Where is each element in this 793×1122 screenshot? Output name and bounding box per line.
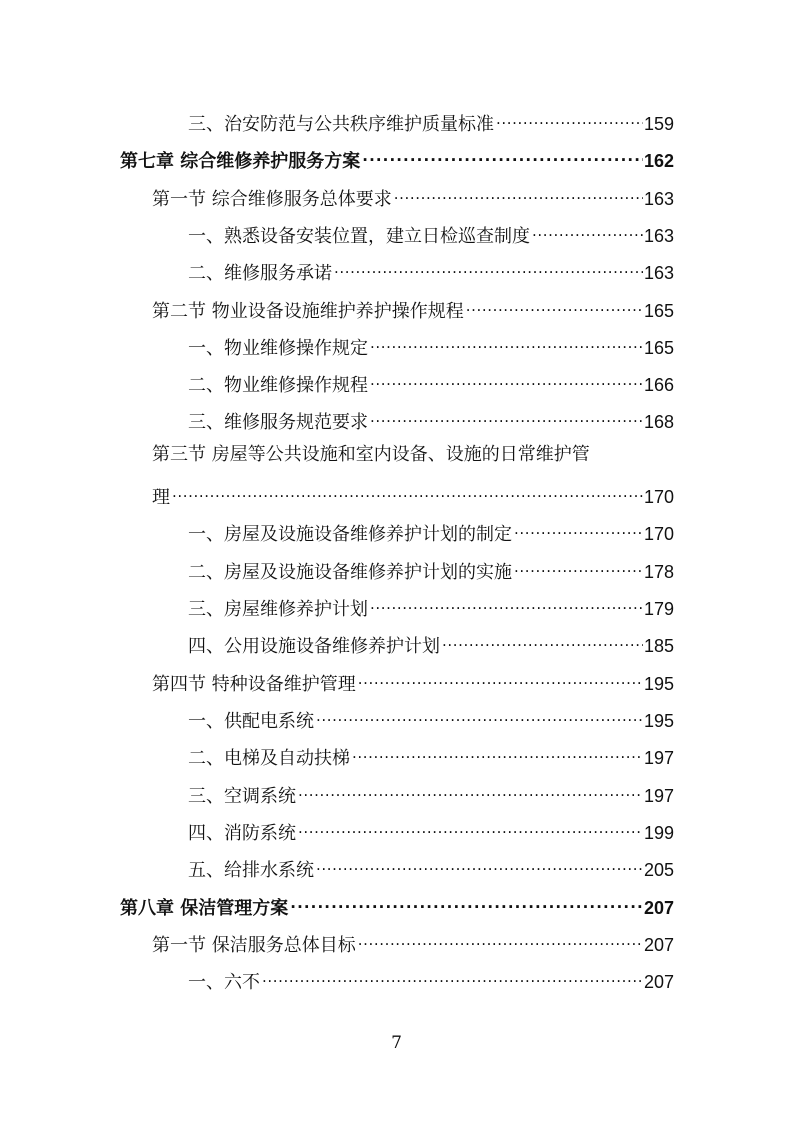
toc-entry-title: 第一节 综合维修服务总体要求 [152,189,392,210]
toc-entry-page: 159 [643,114,674,134]
toc-entry-page: 165 [643,338,674,358]
toc-entry-title: 第七章 综合维修养护服务方案 [120,151,361,172]
toc-leader-dots [370,593,643,615]
toc-entry-title: 四、公用设施设备维修养护计划 [188,636,440,657]
toc-section-entry[interactable] [152,295,674,323]
toc-leader-dots [514,556,643,578]
toc-entry-page: 207 [643,898,674,918]
toc-entry[interactable] [188,220,674,248]
toc-chapter-entry[interactable] [120,145,674,173]
toc-leader-dots [362,145,643,167]
toc-section-entry[interactable] [152,481,674,509]
toc-entry[interactable] [188,257,674,285]
toc-leader-dots [466,295,643,317]
toc-entry[interactable] [188,630,674,658]
toc-entry-page: 166 [643,375,674,395]
toc-entry-title: 三、维修服务规范要求 [188,412,368,433]
toc-section-entry[interactable] [152,929,674,957]
toc-entry-page: 170 [643,487,674,507]
toc-entry-title: 第八章 保洁管理方案 [120,898,289,919]
toc-entry-title: 一、物业维修操作规定 [188,338,368,359]
toc-entry-page: 168 [643,412,674,432]
toc-leader-dots [172,481,643,503]
toc-leader-dots [334,257,643,279]
toc-entry-title: 理 [152,487,170,508]
toc-entry-page: 178 [643,562,674,582]
toc-entry-page: 197 [643,786,674,806]
toc-entry-title: 一、熟悉设备安装位置，建立日检巡查制度 [188,226,530,247]
toc-entry-title: 第二节 物业设备设施维护养护操作规程 [152,301,464,322]
toc-leader-dots [358,929,643,951]
toc-entry-page: 207 [643,972,674,992]
toc-entry-page: 170 [643,524,674,544]
toc-entry[interactable] [188,518,674,546]
toc-leader-dots [370,332,643,354]
toc-section-title-line1[interactable]: 第三节 房屋等公共设施和室内设备、设施的日常维护管 [152,444,590,465]
toc-entry-page: 199 [643,823,674,843]
toc-leader-dots [496,108,643,130]
toc-entry-title: 二、电梯及自动扶梯 [188,748,350,769]
toc-leader-dots [316,705,643,727]
toc-entry[interactable] [188,742,674,770]
toc-chapter-entry[interactable] [120,892,674,920]
toc-leader-dots [532,220,643,242]
toc-leader-dots [394,183,643,205]
toc-entry-page: 197 [643,748,674,768]
toc-entry[interactable] [188,780,674,808]
toc-entry-title: 四、消防系统 [188,823,296,844]
toc-entry[interactable] [188,332,674,360]
toc-entry[interactable] [188,108,674,136]
toc-entry-title: 一、六不 [188,972,260,993]
toc-entry-title: 三、空调系统 [188,786,296,807]
toc-entry-title: 三、治安防范与公共秩序维护质量标准 [188,114,494,135]
toc-leader-dots [290,892,643,914]
toc-entry[interactable] [188,406,674,434]
toc-entry-page: 165 [643,301,674,321]
toc-leader-dots [298,780,643,802]
toc-entry-title: 一、房屋及设施设备维修养护计划的制定 [188,524,512,545]
toc-entry[interactable] [188,966,674,994]
toc-leader-dots [352,742,643,764]
toc-entry-page: 163 [643,263,674,283]
toc-leader-dots [514,518,643,540]
toc-entry[interactable] [188,369,674,397]
toc-section-entry[interactable] [152,668,674,696]
toc-leader-dots [262,966,643,988]
toc-leader-dots [370,406,643,428]
toc-entry[interactable] [188,705,674,733]
toc-leader-dots [358,668,643,690]
page-number: 7 [391,1033,402,1053]
toc-entry[interactable] [188,854,674,882]
toc-entry-page: 162 [643,151,674,171]
toc-leader-dots [316,854,643,876]
toc-entry-page: 195 [643,674,674,694]
toc-entry-page: 163 [643,226,674,246]
toc-entry-page: 185 [643,636,674,656]
toc-entry-title: 二、房屋及设施设备维修养护计划的实施 [188,562,512,583]
toc-entry-title: 二、维修服务承诺 [188,263,332,284]
toc-entry-page: 205 [643,860,674,880]
toc-entry-title: 第四节 特种设备维护管理 [152,674,356,695]
toc-entry-title: 五、给排水系统 [188,860,314,881]
toc-leader-dots [442,630,643,652]
toc-entry-page: 207 [643,935,674,955]
toc-entry[interactable] [188,817,674,845]
toc-entry-page: 195 [643,711,674,731]
toc-entry-title: 一、供配电系统 [188,711,314,732]
toc-section-entry[interactable] [152,183,674,211]
toc-entry-title: 第一节 保洁服务总体目标 [152,935,356,956]
toc-entry-page: 163 [643,189,674,209]
toc-entry-title: 三、房屋维修养护计划 [188,599,368,620]
toc-leader-dots [298,817,643,839]
toc-entry-title: 二、物业维修操作规程 [188,375,368,396]
toc-entry[interactable] [188,593,674,621]
toc-entry[interactable] [188,556,674,584]
toc-entry-page: 179 [643,599,674,619]
toc-leader-dots [370,369,643,391]
